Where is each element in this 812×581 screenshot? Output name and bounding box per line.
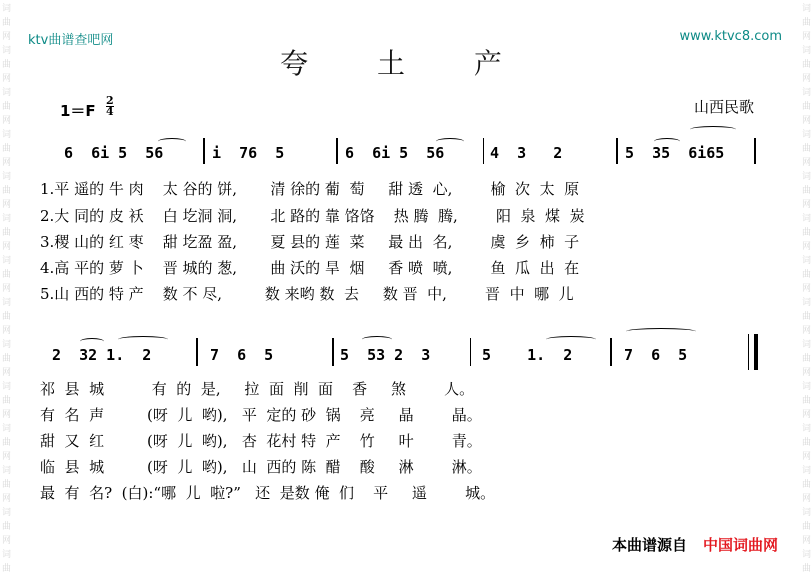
song-title: 夸 土 产 — [280, 47, 532, 80]
side-watermark-glyph: 网 — [801, 284, 811, 294]
side-watermark-glyph: 词 — [1, 172, 11, 182]
side-watermark-glyph: 词 — [1, 508, 11, 518]
side-watermark-glyph: 曲 — [801, 18, 811, 28]
side-watermark-glyph: 曲 — [1, 102, 11, 112]
side-watermark-glyph: 词 — [1, 466, 11, 476]
row1-lyric-verse-2: 2.大 同的 皮 袄 白 圪洞 洞, 北 路的 靠 饹饹 热 腾 腾, 阳 泉 煤 炭 — [40, 207, 585, 225]
slur-mark — [80, 338, 104, 345]
side-watermark-glyph: 曲 — [801, 354, 811, 364]
side-watermark-glyph: 词 — [1, 88, 11, 98]
side-watermark-glyph: 网 — [801, 242, 811, 252]
side-watermark-glyph: 网 — [1, 74, 11, 84]
row2-measure-4: 5 1. 2 — [482, 346, 573, 364]
side-watermark-glyph: 曲 — [801, 144, 811, 154]
side-watermark-glyph: 网 — [1, 452, 11, 462]
side-watermark-glyph: 曲 — [801, 312, 811, 322]
meter-top: 2 — [106, 94, 114, 107]
side-watermark-glyph: 曲 — [801, 60, 811, 70]
side-watermark-glyph: 曲 — [1, 564, 11, 574]
barline — [336, 138, 338, 164]
side-watermark-glyph: 曲 — [1, 438, 11, 448]
slur-mark — [626, 328, 696, 335]
side-watermark-glyph: 网 — [1, 536, 11, 546]
barline — [754, 138, 756, 164]
side-watermark-glyph: 曲 — [801, 480, 811, 490]
side-watermark-glyph: 词 — [801, 46, 811, 56]
slur-mark — [546, 336, 596, 343]
side-watermark-glyph: 词 — [1, 382, 11, 392]
row1-measure-1: 6 6i 5 56 — [64, 144, 164, 162]
side-watermark-glyph: 词 — [801, 172, 811, 182]
side-watermark-glyph: 网 — [1, 494, 11, 504]
side-watermark-glyph: 网 — [1, 326, 11, 336]
side-watermark-glyph: 网 — [1, 116, 11, 126]
side-watermark-glyph: 曲 — [1, 480, 11, 490]
side-watermark-glyph: 词 — [801, 88, 811, 98]
side-watermark-glyph: 词 — [801, 508, 811, 518]
meter-bottom: 4 — [106, 105, 114, 118]
row2-measure-3: 5 53 2 3 — [340, 346, 431, 364]
side-watermark-glyph: 词 — [1, 256, 11, 266]
barline — [616, 138, 618, 164]
row1-lyric-verse-4: 4.高 平的 萝 卜 晋 城的 葱, 曲 沃的 旱 烟 香 喷 喷, 鱼 瓜 出 在 — [40, 259, 580, 277]
row2-lyric-verse-5: 最 有 名? (白):“哪 儿 啦?” 还 是数 俺 们 平 遥 城。 — [40, 484, 496, 502]
row2-measure-2: 7 6 5 — [210, 346, 274, 364]
source-prefix: 本曲谱源自 — [611, 536, 687, 554]
side-watermark-glyph: 曲 — [1, 522, 11, 532]
side-watermark-glyph: 曲 — [801, 396, 811, 406]
right-watermark-strip — [800, 0, 812, 581]
side-watermark-glyph: 词 — [1, 46, 11, 56]
side-watermark-glyph: 词 — [801, 466, 811, 476]
slur-mark — [362, 336, 392, 343]
barline — [203, 138, 205, 164]
slur-mark — [118, 336, 168, 343]
row2-lyric-verse-1: 祁 县 城 有 的 是, 拉 面 削 面 香 煞 人。 — [40, 380, 475, 398]
barline — [483, 138, 484, 164]
side-watermark-glyph: 词 — [1, 130, 11, 140]
watermark-left: ktv曲谱查吧网 — [28, 33, 114, 48]
side-watermark-glyph: 词 — [801, 256, 811, 266]
barline — [332, 338, 334, 366]
side-watermark-glyph: 网 — [801, 32, 811, 42]
key-signature: 1＝F — [60, 102, 96, 120]
side-watermark-glyph: 词 — [801, 340, 811, 350]
row2-lyric-verse-3: 甜 又 红 (呀 儿 哟), 杏 花村 特 产 竹 叶 青。 — [40, 432, 482, 450]
side-watermark-glyph: 网 — [801, 410, 811, 420]
side-watermark-glyph: 词 — [1, 424, 11, 434]
side-watermark-glyph: 词 — [801, 214, 811, 224]
side-watermark-glyph: 网 — [1, 32, 11, 42]
side-watermark-glyph: 词 — [801, 4, 811, 14]
side-watermark-glyph: 曲 — [1, 396, 11, 406]
side-watermark-glyph: 词 — [801, 382, 811, 392]
time-signature — [106, 96, 114, 117]
genre-label: 山西民歌 — [693, 98, 754, 116]
row2-lyric-verse-2: 有 名 声 (呀 儿 哟), 平 定的 砂 锅 亮 晶 晶。 — [40, 406, 482, 424]
row2-measure-5: 7 6 5 — [624, 346, 688, 364]
side-watermark-glyph: 网 — [801, 158, 811, 168]
side-watermark-glyph: 曲 — [801, 564, 811, 574]
side-watermark-glyph: 曲 — [801, 270, 811, 280]
side-watermark-glyph: 曲 — [801, 186, 811, 196]
side-watermark-glyph: 网 — [1, 200, 11, 210]
side-watermark-glyph: 网 — [801, 74, 811, 84]
side-watermark-glyph: 网 — [801, 116, 811, 126]
row1-measure-5: 5 35 6i65 — [625, 144, 725, 162]
slur-mark — [436, 138, 464, 145]
side-watermark-glyph: 词 — [1, 550, 11, 560]
side-watermark-glyph: 曲 — [1, 18, 11, 28]
slur-mark — [690, 126, 736, 133]
side-watermark-glyph: 网 — [1, 242, 11, 252]
side-watermark-glyph: 网 — [1, 284, 11, 294]
barline — [610, 338, 612, 366]
side-watermark-glyph: 网 — [1, 158, 11, 168]
side-watermark-glyph: 网 — [1, 368, 11, 378]
side-watermark-glyph: 曲 — [1, 144, 11, 154]
final-barline-thin — [748, 334, 749, 370]
side-watermark-glyph: 网 — [801, 536, 811, 546]
barline — [470, 338, 471, 366]
side-watermark-glyph: 曲 — [801, 438, 811, 448]
side-watermark-glyph: 词 — [1, 298, 11, 308]
row1-measure-2: i 76 5 — [212, 144, 285, 162]
side-watermark-glyph: 词 — [801, 298, 811, 308]
side-watermark-glyph: 网 — [801, 200, 811, 210]
row1-lyric-verse-3: 3.稷 山的 红 枣 甜 圪盈 盈, 夏 县的 莲 菜 最 出 名, 虞 乡 柿 子 — [40, 233, 580, 251]
side-watermark-glyph: 曲 — [801, 228, 811, 238]
slur-mark — [158, 138, 186, 145]
side-watermark-glyph: 网 — [801, 368, 811, 378]
side-watermark-glyph: 网 — [801, 452, 811, 462]
side-watermark-glyph: 词 — [801, 424, 811, 434]
side-watermark-glyph: 曲 — [801, 102, 811, 112]
side-watermark-glyph: 曲 — [1, 228, 11, 238]
side-watermark-glyph: 曲 — [801, 522, 811, 532]
side-watermark-glyph: 曲 — [1, 186, 11, 196]
side-watermark-glyph: 词 — [1, 340, 11, 350]
row1-lyric-verse-1: 1.平 遥的 牛 肉 太 谷的 饼, 清 徐的 葡 萄 甜 透 心, 榆 次 太 原 — [40, 180, 580, 198]
watermark-right: www.ktvc8.com — [679, 29, 782, 44]
side-watermark-glyph: 网 — [1, 410, 11, 420]
side-watermark-glyph: 词 — [801, 550, 811, 560]
side-watermark-glyph: 曲 — [1, 354, 11, 364]
row1-measure-3: 6 6i 5 56 — [345, 144, 445, 162]
left-watermark-strip — [0, 0, 12, 581]
side-watermark-glyph: 曲 — [1, 312, 11, 322]
row1-lyric-verse-5: 5.山 西的 特 产 数 不 尽, 数 来哟 数 去 数 晋 中, 晋 中 哪 儿 — [40, 285, 574, 303]
side-watermark-glyph: 曲 — [1, 60, 11, 70]
slur-mark — [654, 138, 680, 145]
row2-lyric-verse-4: 临 县 城 (呀 儿 哟), 山 西的 陈 醋 酸 淋 淋。 — [40, 458, 482, 476]
source-credit — [612, 534, 778, 555]
side-watermark-glyph: 网 — [801, 326, 811, 336]
row1-measure-4: 4 3 2 — [490, 144, 563, 162]
side-watermark-glyph: 网 — [801, 494, 811, 504]
row2-measure-1: 2 32 1. 2 — [52, 346, 152, 364]
side-watermark-glyph: 词 — [801, 130, 811, 140]
source-site-link[interactable]: 中国词曲网 — [702, 536, 778, 554]
final-barline-thick — [754, 334, 758, 370]
side-watermark-glyph: 词 — [1, 4, 11, 14]
barline — [196, 338, 198, 366]
side-watermark-glyph: 曲 — [1, 270, 11, 280]
side-watermark-glyph: 词 — [1, 214, 11, 224]
